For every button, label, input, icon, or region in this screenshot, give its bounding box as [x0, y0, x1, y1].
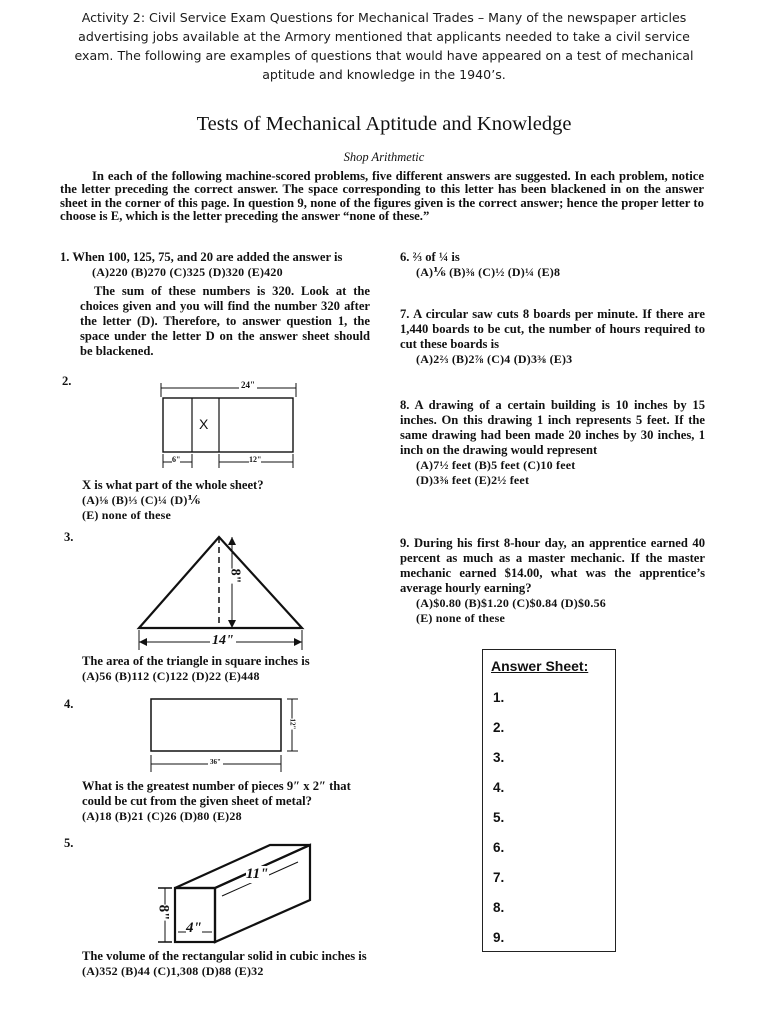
question-1-text: When 100, 125, 75, and 20 are added the answer is: [72, 250, 343, 264]
question-4-answers: (A)18 (B)21 (C)26 (D)80 (E)28: [82, 809, 242, 823]
question-6-text: ⅔ of ¼ is: [412, 250, 460, 264]
question-9-answers-2: (E) none of these: [416, 611, 506, 625]
question-8-answers-2: (D)3⅜ feet (E)2½ feet: [416, 473, 530, 487]
section-subtitle: Shop Arithmetic: [343, 150, 425, 164]
q5-height-label: 8": [155, 904, 172, 921]
intro-paragraph: Activity 2: Civil Service Exam Questions for Mechanical Trades – Many of the newspaper articles advertising jobs available at the Armory mentioned that applicants needed to take a civil service exam. The following are examples of questions that would have appeared on a test of mechanical aptitude and knowledge in the 1940’s.: [74, 10, 694, 82]
question-3-text: The area of the triangle in square inches is: [82, 654, 310, 668]
question-7-number: 7.: [400, 307, 410, 321]
question-7-answers: (A)2⅔ (B)2⅞ (C)4 (D)3⅜ (E)3: [416, 352, 573, 366]
question-6-answers: (A)⅙ (B)⅜ (C)½ (D)¼ (E)8: [416, 265, 561, 279]
answer-sheet-header: Answer Sheet:: [491, 658, 589, 674]
answer-line-4[interactable]: 4.: [493, 780, 505, 795]
q2-dim-left: 6": [172, 455, 181, 464]
question-5-number: 5.: [64, 836, 74, 850]
answer-sheet: [482, 649, 616, 952]
q3-height-label: 8": [227, 568, 243, 584]
question-2-answers: (A)⅛ (B)⅓ (C)¼ (D)⅙: [82, 493, 201, 507]
answer-line-2[interactable]: 2.: [493, 720, 505, 735]
q5-width-label: 4": [186, 920, 202, 936]
answer-line-5[interactable]: 5.: [493, 810, 505, 825]
question-1-answers: (A)220 (B)270 (C)325 (D)320 (E)420: [92, 265, 283, 279]
question-9: [400, 536, 705, 626]
answer-line-7[interactable]: 7.: [493, 870, 505, 885]
q3-base-label: 14": [212, 633, 234, 648]
question-8-answers: (A)7½ feet (B)5 feet (C)10 feet: [416, 458, 576, 472]
question-5-answers: (A)352 (B)44 (C)1,308 (D)88 (E)32: [82, 964, 264, 978]
q4-height-label: 12": [288, 718, 297, 730]
answer-line-1[interactable]: 1.: [493, 690, 505, 705]
question-8-text: A drawing of a certain building is 10 inches by 15 inches. On this drawing 1 inch represents 5 feet. If the same drawing had been made 20 inches by 30 inches, 1 inch on the drawing would represent: [400, 398, 705, 457]
q4-width-label: 36": [210, 758, 221, 766]
answer-line-8[interactable]: 8.: [493, 900, 505, 915]
answer-line-6[interactable]: 6.: [493, 840, 505, 855]
question-5-text: The volume of the rectangular solid in cubic inches is: [82, 949, 367, 963]
question-3-answers: (A)56 (B)112 (C)122 (D)22 (E)448: [82, 669, 260, 683]
q2-dim-right: 12": [249, 455, 262, 464]
question-6-number: 6.: [400, 250, 410, 264]
question-9-number: 9.: [400, 536, 410, 550]
question-8-number: 8.: [400, 398, 410, 412]
question-5: [82, 949, 382, 979]
answer-line-9[interactable]: 9.: [493, 930, 505, 945]
question-2-answers-2: (E) none of these: [82, 508, 172, 522]
q2-x-label: X: [199, 416, 209, 432]
instructions-text: In each of the following machine-scored problems, five different answers are suggested. In each problem, notice the letter preceding the correct answer. The space corresponding to this letter has been blackened in on the answer sheet in the corner of this page. In question 9, none of the figures given is the correct answer; hence the proper letter to choose is E, which is the letter preceding the answer “none of these.”: [60, 169, 704, 224]
question-1-number: 1.: [60, 250, 70, 264]
question-2-number: 2.: [62, 374, 72, 388]
question-6: [400, 250, 705, 280]
question-7-text: A circular saw cuts 8 boards per minute. If there are 1,440 boards to be cut, the number of hours required to cut these boards is: [400, 307, 705, 351]
question-4-number: 4.: [64, 697, 74, 711]
q5-length-label: 11": [246, 866, 269, 882]
question-8: [400, 398, 705, 488]
question-2-text: X is what part of the whole sheet?: [82, 478, 264, 492]
page-title: Tests of Mechanical Aptitude and Knowledge: [196, 113, 572, 135]
question-9-answers: (A)$0.80 (B)$1.20 (C)$0.84 (D)$0.56: [416, 596, 606, 610]
question-7: [400, 307, 705, 367]
question-4-text: What is the greatest number of pieces 9″ x 2″ that could be cut from the given sheet of metal?: [82, 779, 351, 808]
question-1-explanation: The sum of these numbers is 320. Look at the choices given and you will find the number 320 after the letter (D). Therefore, to answer question 1, the space under the letter D on the answer sheet should be blackened.: [80, 284, 370, 358]
question-9-text: During his first 8-hour day, an apprentice earned 40 percent as much as a master mechanic. If the master mechanic earned $14.00, what was the apprentice’s average hourly earning?: [400, 536, 705, 595]
q2-dim-total: 24": [241, 380, 255, 390]
answer-line-3[interactable]: 3.: [493, 750, 505, 765]
question-3-number: 3.: [64, 530, 74, 544]
